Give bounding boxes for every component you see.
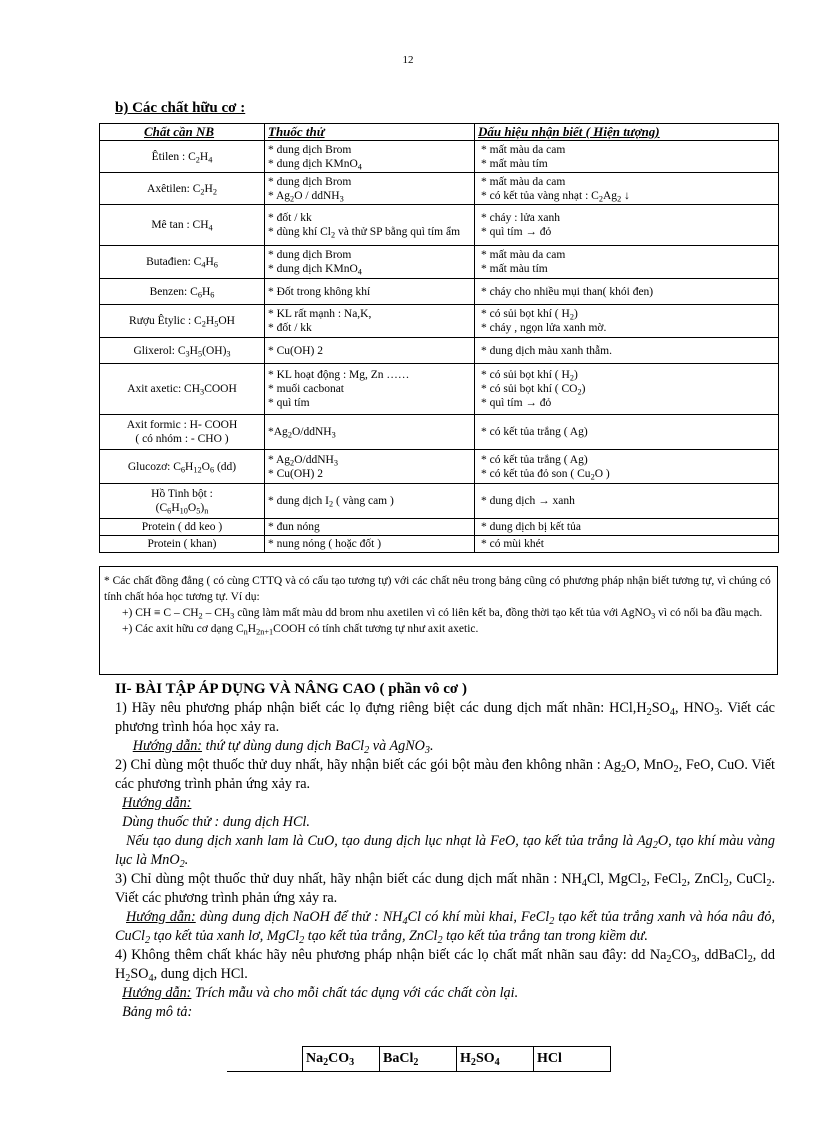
reagent-cell (265, 484, 475, 519)
substance-cell-line: Axit axetic: $CH_3COOH$ (127, 383, 237, 397)
table-row (100, 364, 779, 415)
sign-cell (475, 364, 779, 415)
guide-label: Hướng dẫn: (126, 909, 196, 925)
sign-cell (475, 141, 779, 173)
substance-cell-line: Glixerol: $C_3H_5(OH)_3$ (133, 344, 231, 358)
mini-header-3: $H_2SO_4$ (457, 1047, 534, 1072)
guide-label: Hướng dẫn: (122, 985, 192, 1001)
reagent-cell (265, 536, 475, 553)
sign-cell-line: * quì tím → đỏ (481, 397, 552, 409)
note-line-1: * Các chất đồng đẳng ( có cùng CTTQ và có cấu tạo tương tự) với các chất nêu trong bảng cũng có phương pháp nhận biết tương tự, vì chúng có tính chất hóa học tương tự. Ví dụ: (104, 575, 771, 603)
substance-cell (100, 536, 265, 553)
sign-cell-line: * mất màu tím (481, 263, 548, 275)
table-row (100, 305, 779, 338)
sign-cell-line: * có sủi bọt khí ( $H_2$) (481, 369, 578, 383)
mini-header-2: BaCl$_2$ (380, 1047, 457, 1072)
substance-cell (100, 484, 265, 519)
substance-cell-line: Rượu Êtylic : $C_2H_5OH$ (129, 315, 235, 329)
substance-cell (100, 173, 265, 205)
substance-cell-line: Axit formic : H- COOH (126, 419, 238, 431)
question-2-guide-1: Dùng thuốc thử : dung dịch HCl. (122, 814, 310, 830)
reagent-cell-line: * dung dịch Brom (268, 175, 352, 188)
substance-cell (100, 364, 265, 415)
header-substance: Chất cần NB (100, 124, 265, 141)
question-2-guide-label (115, 794, 775, 813)
reagent-cell-line: * Cu(OH) 2 (268, 344, 323, 357)
substance-cell-line: Glucozơ: $C_6H_{12}O_6$ (dd) (127, 460, 237, 474)
substance-cell-line: Axêtilen: $C_2H_2$ (147, 182, 217, 196)
sign-cell (475, 305, 779, 338)
table-row (100, 536, 779, 553)
table-row (100, 246, 779, 279)
description-table-header (303, 1047, 611, 1072)
question-2: 2) Chỉ dùng một thuốc thử duy nhất, hãy nhận biết các gói bột màu đen không nhãn : $Ag_2O$, MnO$_2$, FeO, CuO. Viết các phương trình phản ứng xảy ra. (115, 757, 776, 792)
substance-cell (100, 415, 265, 450)
reagent-cell (265, 450, 475, 484)
reagent-cell (265, 279, 475, 305)
reagent-cell-line: * dung dịch KMnO$_4$ (268, 157, 362, 171)
sign-cell-line: * có kết tủa đỏ son ( $Cu_2O$ ) (481, 467, 610, 481)
substance-cell-line: Hồ Tinh bột : (151, 488, 213, 500)
note-line-3: +) Các axit hữu cơ dạng $C_nH_{2n+1}COOH$ có tính chất tương tự như axit axetic. (122, 623, 479, 637)
sign-cell-line: * mất màu da cam (481, 143, 566, 156)
sign-cell-line: * có sủi bọt khí ( $CO_2$) (481, 383, 586, 397)
question-3-guide: Hướng dẫn: dùng dung dịch NaOH để thử : $NH_4Cl$ có khí mùi khai, FeCl$_2$ tạo kết tủa trắng xanh và hóa nâu đỏ, CuCl$_2$ tạo kết tủa xanh lơ, MgCl$_2$ tạo kết tủa trắng, ZnCl$_2$ tạo kết tủa trắng tan trong kiềm dư. (115, 909, 775, 946)
sign-cell-line: * mất màu da cam (481, 249, 566, 261)
table-row (100, 415, 779, 450)
reagent-cell-line: * KL hoạt động : Mg, Zn …… (268, 369, 410, 381)
substance-cell (100, 519, 265, 536)
sign-cell-line: * có kết tủa trắng ( Ag) (481, 426, 588, 438)
sign-cell (475, 205, 779, 246)
substance-cell-line: Butađien: $C_4H_6$ (146, 256, 218, 270)
reagent-cell-line: * đốt / kk (268, 322, 312, 334)
sign-cell (475, 279, 779, 305)
reagent-cell-line: * dung dịch Brom (268, 143, 352, 156)
header-reagent: Thuốc thử (265, 124, 475, 141)
substance-cell (100, 450, 265, 484)
question-1-guide: Hướng dẫn: thứ tự dùng dung dịch BaCl$_2$ và AgNO$_3$. (132, 738, 434, 756)
sign-cell-line: * có sủi bọt khí ( $H_2$) (481, 308, 578, 322)
table-row (100, 205, 779, 246)
reagent-cell-line: * KL rất mạnh : Na,K, (268, 308, 372, 320)
substance-cell-line: Protein ( dd keo ) (141, 521, 223, 533)
mini-header-1: $Na_2CO_3$ (303, 1047, 380, 1072)
reagent-cell (265, 338, 475, 364)
substance-cell (100, 305, 265, 338)
question-4-guide: Hướng dẫn: Trích mẫu và cho mỗi chất tác dụng với các chất còn lại. (122, 985, 519, 1001)
question-4: 4) Không thêm chất khác hãy nêu phương pháp nhận biết các lọ chất mất nhãn sau đây: dd $Na_2CO_3$, ddBaCl$_2$, dd $H_2SO_4$, dung dịch HCl. (115, 947, 775, 984)
reagent-cell (265, 415, 475, 450)
sign-cell-line: * cháy : lửa xanh (481, 212, 561, 224)
reagent-cell-line: * nung nóng ( hoặc đốt ) (268, 538, 382, 550)
question-1: 1) Hãy nêu phương pháp nhận biết các lọ đựng riêng biệt các dung dịch mất nhãn: $HCl,H_2SO_4$, $HNO_3$. Viết các phương trình hóa học xảy ra. (115, 700, 775, 735)
description-table (302, 1046, 611, 1072)
table-row (100, 338, 779, 364)
exercise-section (115, 680, 775, 1022)
substance-cell (100, 279, 265, 305)
table-row (100, 484, 779, 519)
substance-cell-line: Benzen: $C_6H_6$ (149, 285, 215, 299)
mini-header-4: HCl (534, 1047, 611, 1072)
table-row (100, 519, 779, 536)
note-line-2: +) CH ≡ C – $CH_2 - CH_3$ cũng làm mất màu dd brom nhu axetilen vì có liên kết ba, đồng thời tạo kết tủa với AgNO$_3$ vì có nối ba đầu mạch. (122, 607, 763, 621)
sign-cell (475, 246, 779, 279)
guide-label: Hướng dẫn: (122, 795, 192, 811)
reagent-cell-line: * muối cacbonat (268, 383, 345, 395)
sign-cell-line: * có mùi khét (481, 538, 544, 550)
substance-cell-line: Protein ( khan) (147, 538, 217, 550)
substance-cell-line: Mê tan : $CH_4$ (151, 219, 213, 233)
sign-cell (475, 519, 779, 536)
reagent-cell (265, 141, 475, 173)
part2-title: II- BÀI TẬP ÁP DỤNG VÀ NÂNG CAO ( phần vô cơ ) (115, 681, 467, 697)
question-4-table-caption: Bảng mô tả: (122, 1004, 193, 1020)
sign-cell-line: * mất màu da cam (481, 175, 566, 188)
page-number: 12 (402, 54, 414, 66)
reagent-cell-line: * $Ag_2O$ / ddNH$_3$ (268, 189, 344, 203)
sign-cell-line: * cháy , ngọn lửa xanh mờ. (481, 322, 607, 334)
note-box (99, 566, 778, 675)
sign-cell (475, 484, 779, 519)
sign-cell (475, 173, 779, 205)
sign-cell (475, 536, 779, 553)
table-header-row (100, 124, 779, 141)
substance-cell-line: $(C_6H_{10}O_5)_n$ (155, 502, 209, 516)
table-row (100, 279, 779, 305)
reagent-cell (265, 364, 475, 415)
reagent-cell-line: * dung dịch $I_2$ ( vàng cam ) (268, 495, 394, 509)
substance-cell (100, 205, 265, 246)
sign-cell (475, 450, 779, 484)
sign-cell-line: * có kết tủa trắng ( Ag) (481, 453, 588, 466)
reagent-cell-line: * dùng khí $Cl_2$ và thử SP bằng quì tím ẩm (268, 226, 461, 240)
section-b-title: b) Các chất hữu cơ : (115, 100, 246, 116)
question-2-guide-2: Nếu tạo dung dịch xanh lam là CuO, tạo dung dịch lục nhạt là FeO, tạo kết tủa trắng là $Ag_2O$, tạo khí màu vàng lục là MnO$_2$. (115, 833, 775, 870)
reagent-cell (265, 173, 475, 205)
sign-cell-line: * cháy cho nhiều mụi than( khói đen) (481, 285, 654, 298)
reagent-cell-line: * Đốt trong không khí (268, 285, 371, 298)
table-row (100, 173, 779, 205)
sign-cell-line: * dung dịch màu xanh thẫm. (481, 344, 612, 357)
reagent-cell-line: * Cu(OH) 2 (268, 467, 323, 480)
reagent-cell-line: * dung dịch KMnO$_4$ (268, 263, 362, 277)
sign-cell-line: * dung dịch bị kết tủa (481, 521, 581, 533)
sign-cell-line: * có kết tủa vàng nhạt : $C_2Ag_2$ ↓ (481, 189, 630, 203)
sign-cell-line: * quì tím → đỏ (481, 226, 552, 238)
reagent-cell (265, 305, 475, 338)
substance-cell-line: Êtilen : $C_2H_4$ (151, 150, 213, 164)
table-row (100, 141, 779, 173)
reagent-cell (265, 205, 475, 246)
reagent-cell (265, 519, 475, 536)
header-sign: Dấu hiệu nhận biết ( Hiện tượng) (475, 124, 779, 141)
reagent-cell-line: $*Ag_2O/ddNH_3$ (268, 426, 336, 440)
table-row (100, 450, 779, 484)
substance-cell (100, 141, 265, 173)
identification-table (99, 123, 779, 553)
reagent-cell-line: * đốt / kk (268, 212, 312, 224)
reagent-cell-line: * quì tím (268, 397, 310, 409)
guide-label: Hướng dẫn: (132, 738, 203, 754)
substance-cell (100, 246, 265, 279)
sign-cell-line: * dung dịch → xanh (481, 495, 575, 507)
reagent-cell-line: * dung dịch Brom (268, 249, 352, 261)
question-3: 3) Chỉ dùng một thuốc thử duy nhất, hãy nhận biết các dung dịch mất nhãn : $NH_4Cl$, MgCl$_2$, FeCl$_2$, ZnCl$_2$, CuCl$_2$. Viết các phương trình phản ứng xảy ra. (115, 871, 775, 906)
substance-cell (100, 338, 265, 364)
reagent-cell-line: * đun nóng (268, 521, 320, 533)
reagent-cell (265, 246, 475, 279)
sign-cell (475, 338, 779, 364)
reagent-cell-line: * $Ag_2O/ddNH_3$ (268, 453, 338, 467)
sign-cell-line: * mất màu tím (481, 157, 548, 170)
sign-cell (475, 415, 779, 450)
substance-cell-line: ( có nhóm : - CHO ) (135, 433, 229, 445)
